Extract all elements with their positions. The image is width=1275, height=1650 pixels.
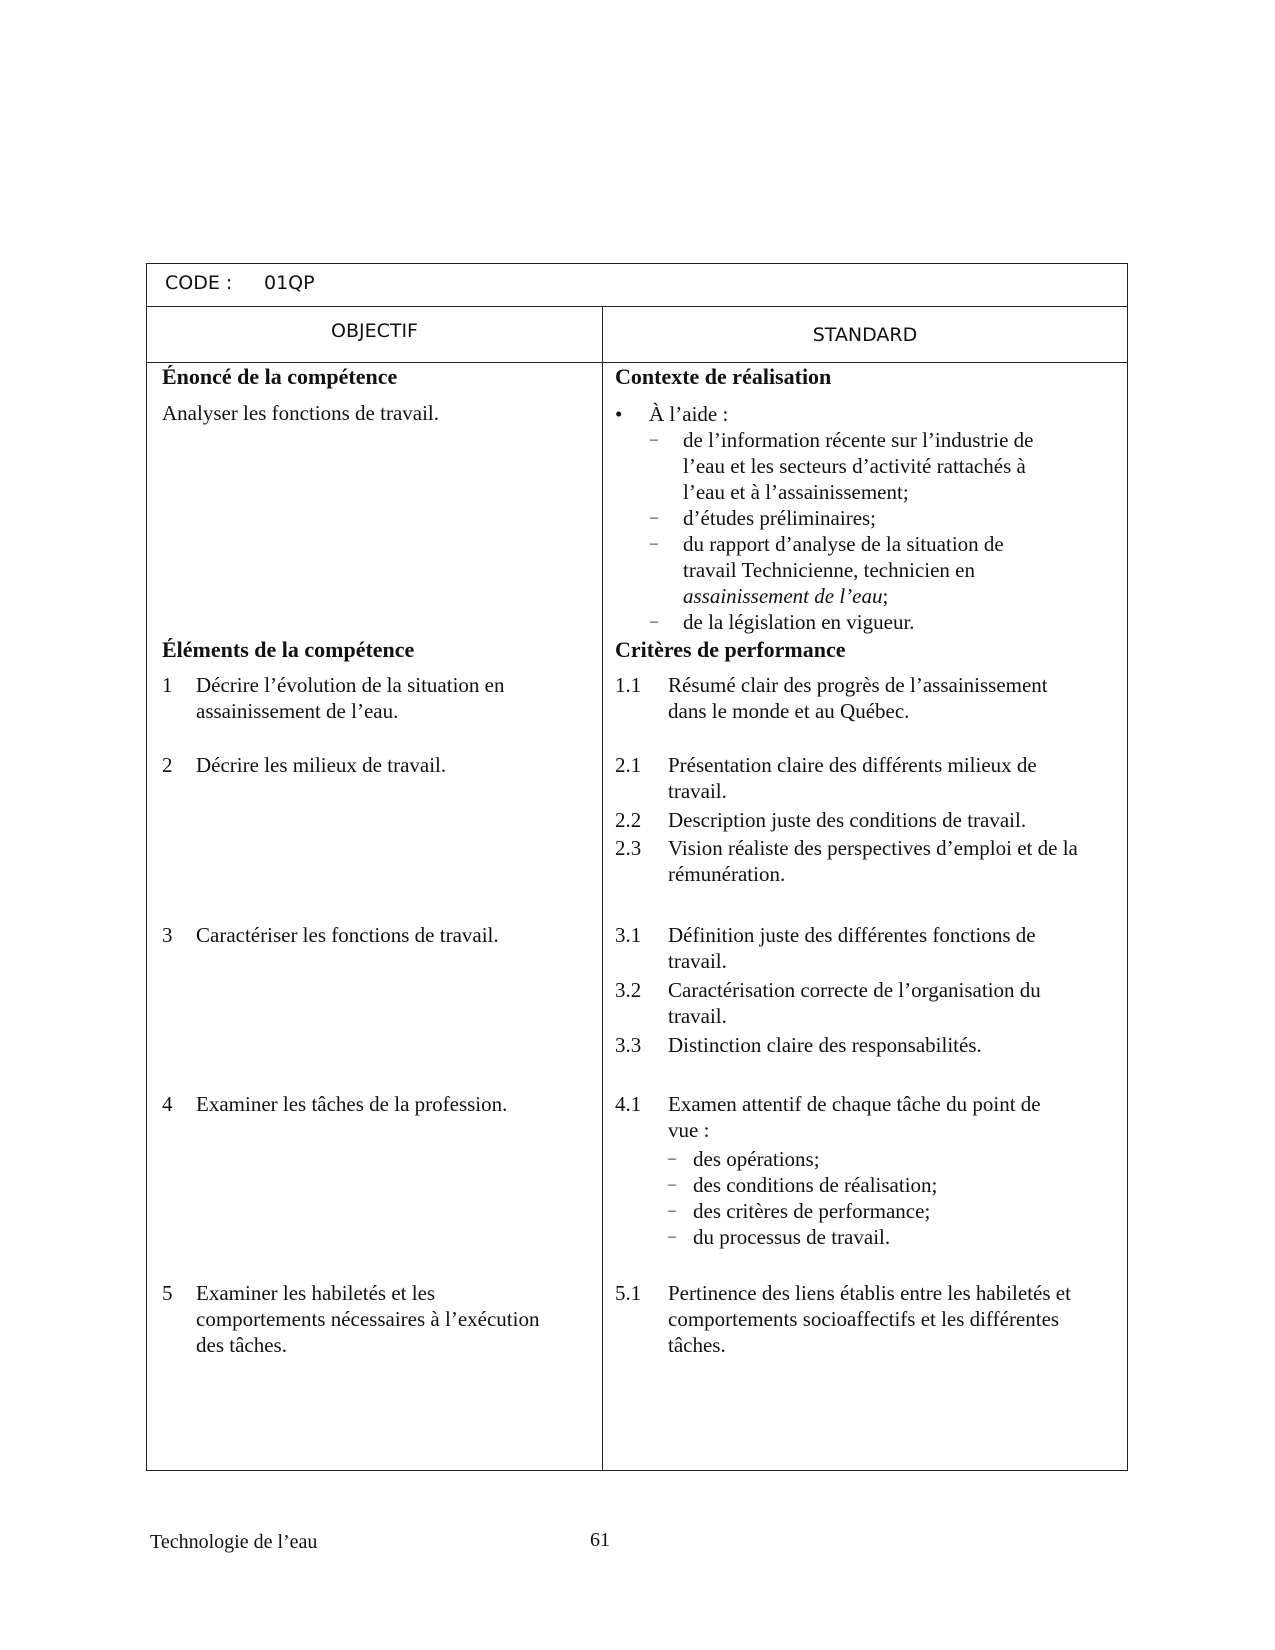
element-4-text: Examiner les tâches de la profession.: [196, 1092, 508, 1116]
critere-1-1-text: Résumé clair des progrès de l’assainissement dans le monde et au Québec.: [668, 673, 1048, 723]
contexte-title: Contexte de réalisation: [615, 364, 832, 389]
critere-3-1-num: 3.1: [615, 923, 642, 947]
critere-2-3-num: 2.3: [615, 836, 642, 860]
code-label: CODE :: [165, 272, 233, 294]
code-row: [147, 264, 1127, 307]
dash-icon: –: [650, 613, 658, 630]
contexte-sub-1: de l’information récente sur l’industrie de l’eau et les secteurs d’activité rattachés à l’eau et à l’assainissement;: [683, 428, 1034, 504]
element-1-num: 1: [162, 673, 173, 697]
critere-3-2-text: Caractérisation correcte de l’organisation du travail.: [668, 978, 1041, 1028]
criteres-title: Critères de performance: [615, 637, 846, 662]
critere-2-1-text: Présentation claire des différents milieux de travail.: [668, 753, 1037, 803]
dash-icon: –: [650, 535, 658, 552]
bullet-dot-icon: •: [615, 402, 623, 426]
contexte-bullet: À l’aide :: [649, 402, 729, 426]
elements-title: Éléments de la compétence: [162, 637, 415, 662]
critere-3-2-num: 3.2: [615, 978, 642, 1002]
critere-3-3-text: Distinction claire des responsabilités.: [668, 1033, 982, 1057]
critere-4-1-sub-2: des conditions de réalisation;: [693, 1173, 938, 1197]
dash-icon: –: [668, 1176, 676, 1193]
critere-3-3-num: 3.3: [615, 1033, 642, 1057]
critere-2-1-num: 2.1: [615, 753, 642, 777]
critere-5-1-text: Pertinence des liens établis entre les habiletés et comportements socioaffectifs et les différentes tâches.: [668, 1281, 1071, 1357]
header-row: [147, 306, 1127, 363]
critere-4-1-sub-1: des opérations;: [693, 1147, 820, 1171]
critere-4-1-sub-4: du processus de travail.: [693, 1225, 891, 1249]
element-5-num: 5: [162, 1281, 173, 1305]
critere-2-3-text: Vision réaliste des perspectives d’emploi et de la rémunération.: [668, 836, 1078, 886]
critere-4-1-num: 4.1: [615, 1092, 642, 1116]
contexte-sub-4: de la législation en vigueur.: [683, 610, 915, 634]
element-1-text: Décrire l’évolution de la situation en assainissement de l’eau.: [196, 673, 505, 723]
objectif-header: OBJECTIF: [330, 320, 418, 342]
code-value: 01QP: [264, 272, 315, 294]
dash-icon: –: [650, 431, 658, 448]
element-4-num: 4: [162, 1092, 173, 1116]
enonce-text: Analyser les fonctions de travail.: [162, 401, 439, 425]
dash-icon: –: [650, 509, 658, 526]
dash-icon: –: [668, 1150, 676, 1167]
contexte-sub-2: d’études préliminaires;: [683, 506, 877, 530]
column-divider: [602, 306, 603, 1470]
competence-table: [146, 263, 1128, 1471]
critere-4-1-text: Examen attentif de chaque tâche du point de vue :: [668, 1092, 1041, 1142]
contexte-sub-3: du rapport d’analyse de la situation de travail Technicienne, technicien en assainissement de l’eau;: [683, 532, 1004, 608]
page-number: 61: [590, 1529, 610, 1551]
enonce-title: Énoncé de la compétence: [162, 364, 398, 389]
element-5-text: Examiner les habiletés et les comportements nécessaires à l’exécution des tâches.: [196, 1281, 540, 1357]
element-2-text: Décrire les milieux de travail.: [196, 753, 447, 777]
dash-icon: –: [668, 1228, 676, 1245]
critere-1-1-num: 1.1: [615, 673, 642, 697]
dash-icon: –: [668, 1202, 676, 1219]
critere-3-1-text: Définition juste des différentes fonctions de travail.: [668, 923, 1036, 973]
critere-2-2-text: Description juste des conditions de travail.: [668, 808, 1027, 832]
footer-title: Technologie de l’eau: [150, 1531, 318, 1553]
standard-header: STANDARD: [812, 324, 918, 346]
element-2-num: 2: [162, 753, 173, 777]
element-3-num: 3: [162, 923, 173, 947]
element-3-text: Caractériser les fonctions de travail.: [196, 923, 499, 947]
critere-2-2-num: 2.2: [615, 808, 642, 832]
critere-5-1-num: 5.1: [615, 1281, 642, 1305]
critere-4-1-sub-3: des critères de performance;: [693, 1199, 931, 1223]
